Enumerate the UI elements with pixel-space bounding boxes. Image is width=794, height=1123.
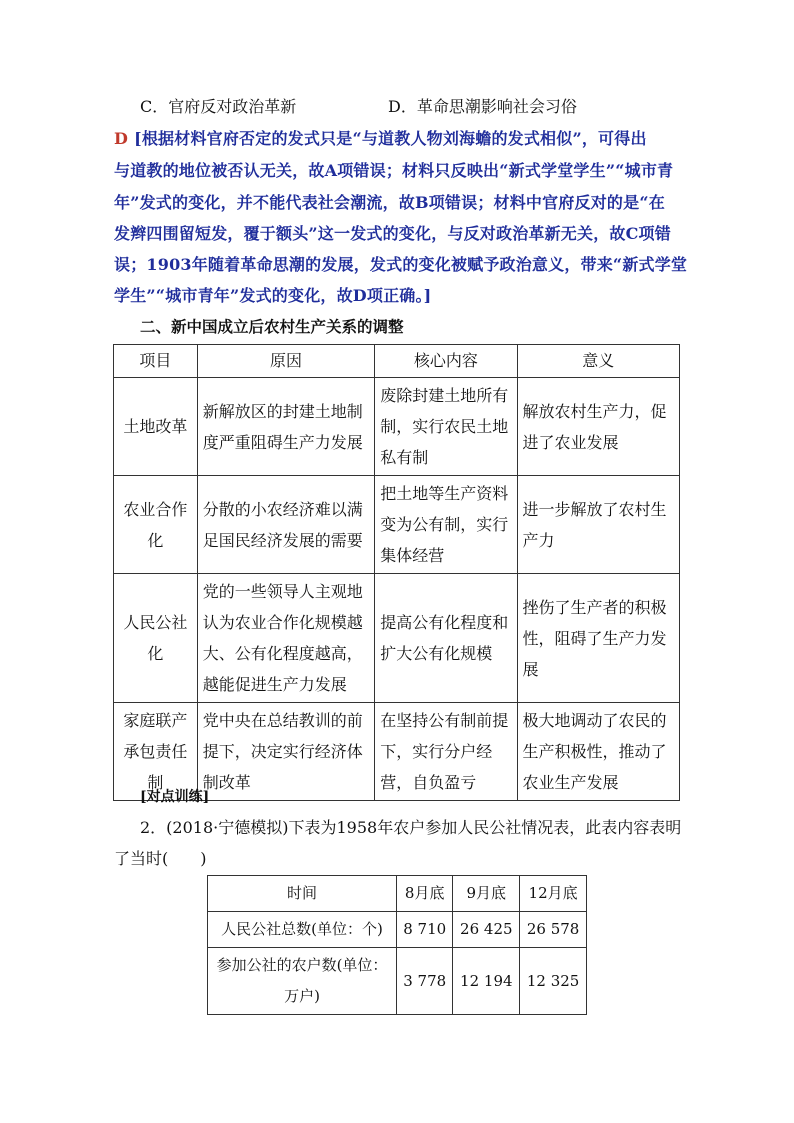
- table-cell: 废除封建土地所有制，实行农民土地私有制: [375, 378, 517, 476]
- table-header: 核心内容: [375, 345, 517, 378]
- answer-text-1: [根据材料官府否定的发式只是“与道教人物刘海蟾的发式相似”，可得出: [134, 129, 647, 148]
- table-cell: 把土地等生产资料变为公有制，实行集体经营: [375, 476, 517, 574]
- answer-line-5: 误；1903年随着革命思潮的发展，发式的变化被赋予政治意义，带来“新式学堂: [114, 255, 688, 274]
- table-cell: 家庭联产承包责任制: [114, 703, 198, 801]
- option-c: C．官府反对政治革新: [140, 97, 297, 116]
- training-label: [对点训练]: [140, 789, 210, 805]
- table-cell: 26 578: [520, 912, 587, 948]
- table-header: 项目: [114, 345, 198, 378]
- table-cell: 新解放区的封建土地制度严重阻碍生产力发展: [197, 378, 375, 476]
- table-cell: 8 710: [397, 912, 453, 948]
- commune-table: [207, 875, 587, 1015]
- table-header: 12月底: [520, 876, 587, 912]
- table-cell: 党的一些领导人主观地认为农业合作化规模越大、公有化程度越高，越能促进生产力发展: [197, 574, 375, 703]
- table-row: [114, 703, 680, 801]
- table-header: 原因: [197, 345, 375, 378]
- table-cell: 进一步解放了农村生产力: [517, 476, 679, 574]
- answer-line-4: 发辫四围留短发，覆于额头”这一发式的变化，与反对政治革新无关，故C项错: [114, 224, 671, 243]
- table-cell: 12 194: [453, 948, 520, 1015]
- table-cell: 12 325: [520, 948, 587, 1015]
- table-header-row: [208, 876, 587, 912]
- table-row: [114, 378, 680, 476]
- question-line-2: 了当时( ): [114, 849, 207, 868]
- section-title: 二、新中国成立后农村生产关系的调整: [140, 317, 404, 336]
- table-cell: 极大地调动了农民的生产积极性，推动了农业生产发展: [517, 703, 679, 801]
- option-d: D．革命思潮影响社会习俗: [388, 97, 577, 116]
- table-cell: 在坚持公有制前提下，实行分户经营，自负盈亏: [375, 703, 517, 801]
- question-line-1: 2．(2018·宁德模拟)下表为1958年农户参加人民公社情况表，此表内容表明: [140, 818, 682, 837]
- answer-key: D: [114, 129, 129, 148]
- table-row: [208, 912, 587, 948]
- table-cell: 党中央在总结教训的前提下，决定实行经济体制改革: [197, 703, 375, 801]
- table-header: 9月底: [453, 876, 520, 912]
- table-header-row: [114, 345, 680, 378]
- table-cell: 提高公有化程度和扩大公有化规模: [375, 574, 517, 703]
- table-row: [114, 476, 680, 574]
- table-cell: 3 778: [397, 948, 453, 1015]
- table-cell: 挫伤了生产者的积极性，阻碍了生产力发展: [517, 574, 679, 703]
- table-header: 意义: [517, 345, 679, 378]
- table-row: [208, 948, 587, 1015]
- table-cell: 参加公社的农户数(单位：万户): [208, 948, 397, 1015]
- table-header: 8月底: [397, 876, 453, 912]
- table-cell: 土地改革: [114, 378, 198, 476]
- table-cell: 人民公社总数(单位：个): [208, 912, 397, 948]
- table-cell: 人民公社化: [114, 574, 198, 703]
- table-header: 时间: [208, 876, 397, 912]
- answer-line-2: 与道教的地位被否认无关，故A项错误；材料只反映出“新式学堂学生”“城市青: [114, 161, 674, 180]
- table-cell: 分散的小农经济难以满足国民经济发展的需要: [197, 476, 375, 574]
- table-cell: 26 425: [453, 912, 520, 948]
- adjustment-table: [113, 344, 680, 801]
- table-row: [114, 574, 680, 703]
- table-cell: 解放农村生产力，促进了农业发展: [517, 378, 679, 476]
- table-cell: 农业合作化: [114, 476, 198, 574]
- answer-line-6: 学生”“城市青年”发式的变化，故D项正确。]: [114, 286, 432, 305]
- answer-line-3: 年”发式的变化，并不能代表社会潮流，故B项错误；材料中官府反对的是“在: [114, 193, 665, 212]
- answer-line-1: [114, 129, 647, 149]
